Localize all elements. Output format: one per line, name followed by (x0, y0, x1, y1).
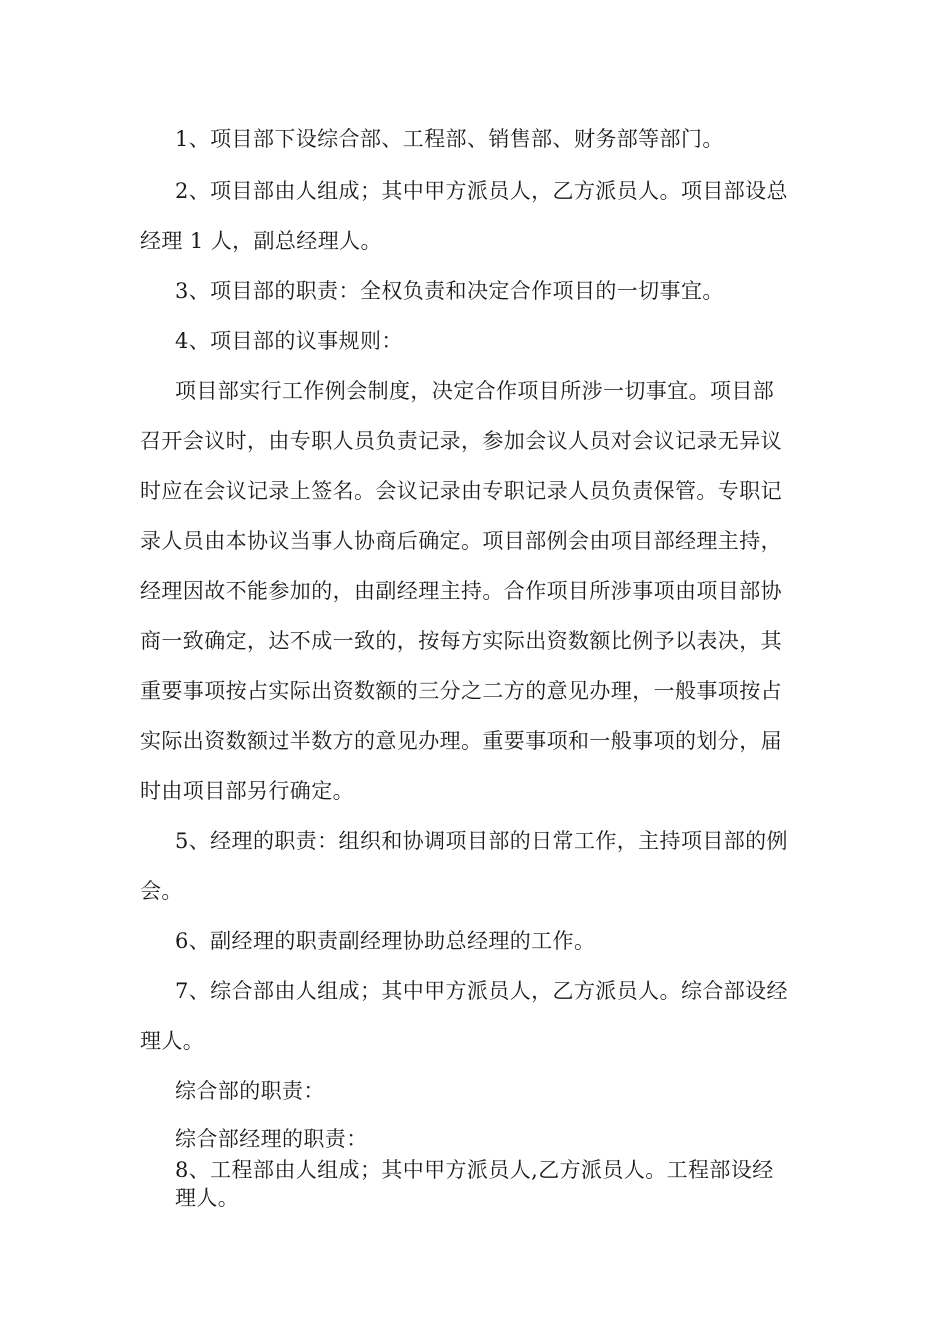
clause-3: 3、项目部的职责：全权负责和决定合作项目的一切事宜。 (175, 279, 724, 303)
clause-2-line-1: 2、项目部由人组成；其中甲方派员人，乙方派员人。项目部设总 (175, 179, 788, 203)
clause-5-line-1: 5、经理的职责：组织和协调项目部的日常工作，主持项目部的例 (175, 829, 788, 853)
clause-1: 1、项目部下设综合部、工程部、销售部、财务部等部门。 (175, 127, 724, 151)
clause-6: 6、副经理的职责副经理协助总经理的工作。 (175, 929, 596, 953)
clause-2-line-2: 经理 1 人，副总经理人。 (140, 229, 382, 253)
clause-8-line-2: 理人。 (175, 1186, 240, 1210)
rules-line-9: 时由项目部另行确定。 (140, 779, 354, 803)
rules-line-7: 重要事项按占实际出资数额的三分之二方的意见办理，一般事项按占 (140, 679, 782, 703)
clause-7-line-2: 理人。 (140, 1029, 205, 1053)
clause-8-line-1: 8、工程部由人组成；其中甲方派员人,乙方派员人。工程部设经 (175, 1158, 774, 1182)
clause-7-line-1: 7、综合部由人组成；其中甲方派员人，乙方派员人。综合部设经 (175, 979, 788, 1003)
rules-line-2: 召开会议时，由专职人员负责记录，参加会议人员对会议记录无异议 (140, 429, 782, 453)
rules-line-6: 商一致确定，达不成一致的，按每方实际出资数额比例予以表决，其 (140, 629, 782, 653)
clause-5-line-2: 会。 (140, 879, 183, 903)
clause-4: 4、项目部的议事规则： (175, 329, 403, 353)
rules-line-1: 项目部实行工作例会制度，决定合作项目所涉一切事宜。项目部 (175, 379, 775, 403)
rules-line-8: 实际出资数额过半数方的意见办理。重要事项和一般事项的划分，届 (140, 729, 782, 753)
rules-line-5: 经理因故不能参加的，由副经理主持。合作项目所涉事项由项目部协 (140, 579, 782, 603)
general-dept-manager-duties: 综合部经理的职责： (175, 1127, 368, 1151)
rules-line-3: 时应在会议记录上签名。会议记录由专职记录人员负责保管。专职记 (140, 479, 782, 503)
rules-line-4: 录人员由本协议当事人协商后确定。项目部例会由项目部经理主持， (140, 529, 782, 553)
general-dept-duties: 综合部的职责： (175, 1079, 325, 1103)
